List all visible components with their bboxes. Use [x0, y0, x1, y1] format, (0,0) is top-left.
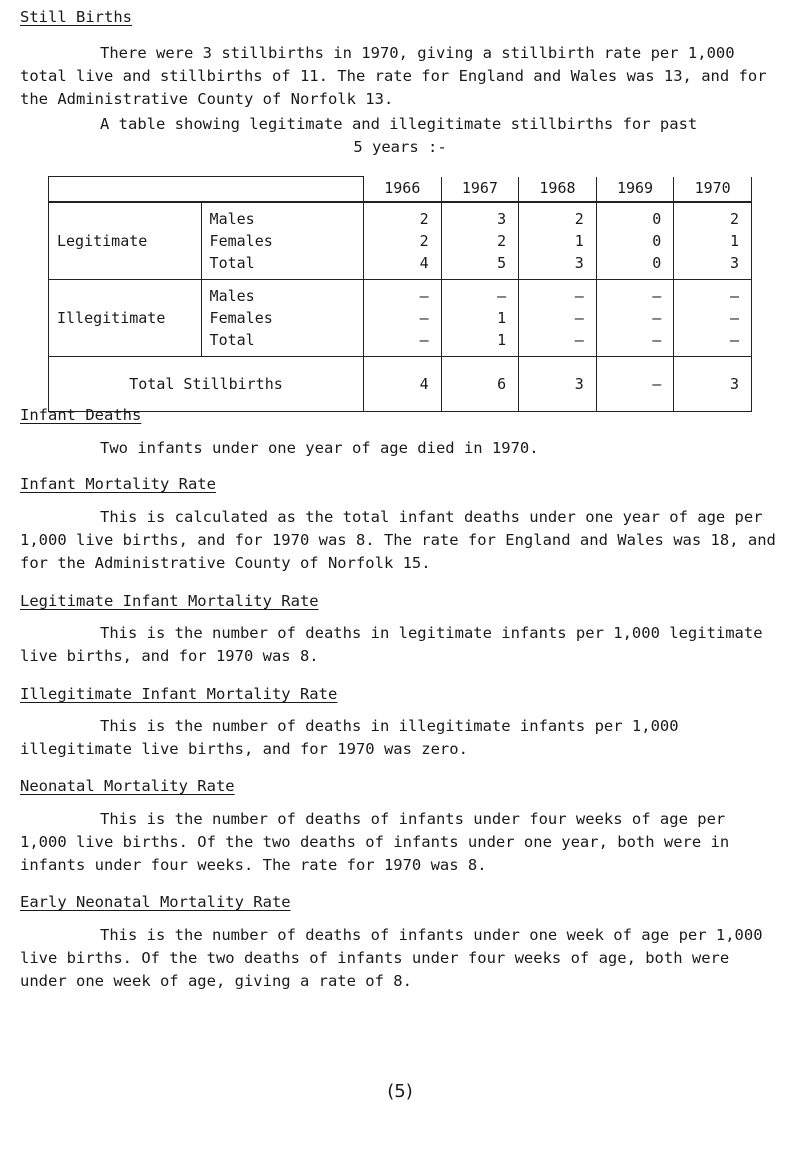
year-header-1970: 1970 — [674, 177, 752, 203]
year-header-1969: 1969 — [596, 177, 674, 203]
legit-1968: 2 1 3 — [519, 202, 597, 280]
sublabel-females: Females — [209, 232, 273, 250]
still-births-heading: Still Births — [20, 8, 132, 26]
illegit-1968: – – – — [519, 280, 597, 357]
infant-mortality-text: This is calculated as the total infant deaths under one year of age per 1,000 live births, and for 1970 was 8. The rate for England and Wales was 18, and for the Administrative County of Norfolk 15. — [20, 508, 776, 572]
table-corner — [49, 177, 364, 203]
legit-infant-mortality-text: This is the number of deaths in legitimate infants per 1,000 legitimate live births, and for 1970 was 8. — [20, 624, 763, 665]
total-1970: 3 — [674, 357, 752, 412]
illegitimate-group-row — [49, 280, 752, 357]
total-1966: 4 — [364, 357, 442, 412]
illegit-infant-mortality-heading: Illegitimate Infant Mortality Rate — [20, 685, 338, 703]
still-births-paragraph: There were 3 stillbirths in 1970, giving a stillbirth rate per 1,000 total live and stillbirths of 11. The rate for England and Wales was 13, and for the Administrative County of Norfolk 13. — [20, 44, 767, 108]
sublabel-males: Males — [209, 210, 255, 228]
infant-mortality-heading: Infant Mortality Rate — [20, 475, 216, 493]
total-stillbirths-label: Total Stillbirths — [49, 357, 364, 412]
stillbirths-table — [48, 176, 752, 412]
sublabel-females: Females — [209, 309, 273, 327]
legitimate-sublabels — [201, 202, 363, 280]
legit-infant-mortality-heading: Legitimate Infant Mortality Rate — [20, 592, 319, 610]
infant-deaths-heading: Infant Deaths — [20, 406, 142, 424]
sublabel-total: Total — [209, 254, 255, 272]
early-neonatal-mortality-heading: Early Neonatal Mortality Rate — [20, 893, 291, 911]
total-1967: 6 — [441, 357, 519, 412]
year-header-1968: 1968 — [519, 177, 597, 203]
infant-deaths-text: Two infants under one year of age died in 1970. — [100, 439, 539, 457]
legitimate-label: Legitimate — [49, 202, 202, 280]
legit-1970: 2 1 3 — [674, 202, 752, 280]
total-1968: 3 — [519, 357, 597, 412]
illegit-1969: – – – — [596, 280, 674, 357]
sublabel-males: Males — [209, 287, 255, 305]
illegit-1967: – 1 1 — [441, 280, 519, 357]
illegit-infant-mortality-text: This is the number of deaths in illegitimate infants per 1,000 illegitimate live births, and for 1970 was zero. — [20, 717, 679, 758]
table-intro-line1: A table showing legitimate and illegitimate stillbirths for past — [100, 115, 698, 133]
neonatal-mortality-text: This is the number of deaths of infants under four weeks of age per 1,000 live births. Of the two deaths of infants under one year, both were in infants under four weeks. The rate for 1970 was 8. — [20, 810, 730, 874]
illegitimate-label: Illegitimate — [49, 280, 202, 357]
total-1969: – — [596, 357, 674, 412]
legitimate-group-row — [49, 202, 752, 280]
year-header-1966: 1966 — [364, 177, 442, 203]
year-header-1967: 1967 — [441, 177, 519, 203]
illegit-1966: – – – — [364, 280, 442, 357]
legit-1967: 3 2 5 — [441, 202, 519, 280]
table-intro-line2: 5 years :- — [353, 138, 447, 156]
total-stillbirths-row — [49, 357, 752, 412]
illegit-1970: – – – — [674, 280, 752, 357]
sublabel-total: Total — [209, 331, 255, 349]
early-neonatal-mortality-text: This is the number of deaths of infants under one week of age per 1,000 live births. Of the two deaths of infants under four weeks of age, both were under one week of age, giving a rate of 8. — [20, 926, 763, 990]
illegitimate-sublabels — [201, 280, 363, 357]
legit-1969: 0 0 0 — [596, 202, 674, 280]
legit-1966: 2 2 4 — [364, 202, 442, 280]
page-number: (5) — [387, 1081, 413, 1102]
neonatal-mortality-heading: Neonatal Mortality Rate — [20, 777, 235, 795]
